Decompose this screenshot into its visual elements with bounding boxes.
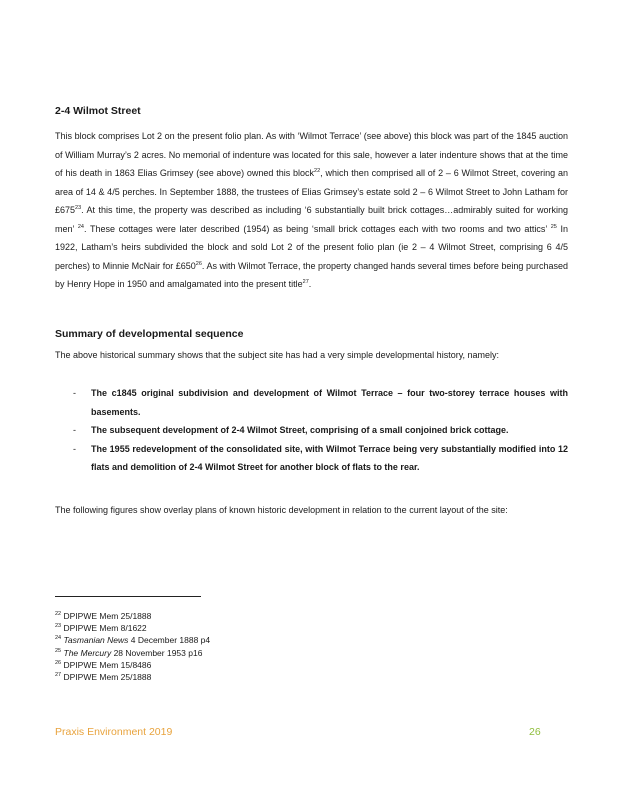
footnote-text: DPIPWE Mem 25/1888 <box>63 672 152 683</box>
footnote-number: 26 <box>55 659 62 666</box>
footnote <box>55 659 355 671</box>
section-heading: 2-4 Wilmot Street <box>55 105 141 117</box>
page-number: 26 <box>529 726 541 738</box>
bullet-marker: - <box>73 425 76 435</box>
summary-intro <box>55 346 568 365</box>
wilmot-street-paragraph <box>55 127 568 294</box>
footnote-text: 28 November 1953 p16 <box>111 647 203 658</box>
footnote <box>55 622 355 634</box>
section-wilmot-street <box>55 104 568 118</box>
footnotes <box>55 610 355 683</box>
footnote-number: 25 <box>55 647 62 654</box>
footnote <box>55 610 355 622</box>
summary-bullets <box>55 384 568 477</box>
footer-publisher: Praxis Environment 2019 <box>55 726 173 738</box>
footnote <box>55 634 355 646</box>
footnote-divider <box>55 596 201 597</box>
paragraph-text: . <box>308 279 312 289</box>
paragraph-text: This block comprises Lot 2 on the present folio plan. As with ‘Wilmot Terrace’ (see above) this block was part of the 1845 auction of William Murray’s 2 acres. No memorial of indenture was located for this sale, however a later indenture shows that at the time of his death in 1863 Elias Grimsey (see above) owned this block <box>55 131 568 178</box>
footnote-text: DPIPWE Mem 25/1888 <box>63 611 152 621</box>
bullet-item <box>55 384 568 421</box>
bullet-marker: - <box>73 388 76 398</box>
closing-paragraph <box>55 501 568 520</box>
footnote-ref[interactable]: 23 <box>75 205 82 211</box>
paragraph-text: . As with Wilmot Terrace, the property changed hands several times before being purchased by Henry Hope in 1950 and amalgamated into the present title <box>55 260 568 289</box>
bullet-item <box>55 440 568 477</box>
paragraph-text: . These cottages were later described (1954) as being ‘small brick cottages each with two rooms and two attics’ <box>83 223 551 234</box>
section-body <box>55 127 568 294</box>
footnote-text: DPIPWE Mem 15/8486 <box>63 659 152 670</box>
bullet-list <box>55 384 568 477</box>
footnote <box>55 647 355 659</box>
paragraph-text: In 1922, Latham’s heirs subdivided the block and sold Lot 2 of the present folio plan (ie 2 – 4 Wilmot Street, comprising 6 4/5 perches) to Minnie McNair for £650 <box>55 223 568 271</box>
footnote-number: 23 <box>55 623 62 630</box>
bullet-text: The 1955 redevelopment of the consolidated site, with Wilmot Terrace being very substantially modified into 12 flats and demolition of 2-4 Wilmot Street for another block of flats to the rear. <box>91 443 568 472</box>
footnote-ref[interactable]: 27 <box>302 279 309 285</box>
paragraph-text: . At this time, the property was described as including ‘6 substantially built brick cottages…admirably suited for working men’ <box>55 205 568 234</box>
footnote-text: 4 December 1888 p4 <box>128 635 211 646</box>
bullet-text: The c1845 original subdivision and development of Wilmot Terrace – four two-storey terrace houses with basements. <box>91 388 568 417</box>
footnote-number: 27 <box>55 672 62 679</box>
section-heading: Summary of developmental sequence <box>55 328 244 340</box>
footnote-ref[interactable]: 26 <box>195 260 202 267</box>
closing-text: The following figures show overlay plans of known historic development in relation to the current layout of the site: <box>55 505 508 515</box>
footnote-source-title: Tasmanian News <box>63 635 129 646</box>
footnote-number: 22 <box>55 611 62 617</box>
footnote-number: 24 <box>55 635 62 642</box>
footnote-source-title: The Mercury <box>63 647 112 658</box>
footnote-text: DPIPWE Mem 8/1622 <box>63 623 147 634</box>
footnote-ref[interactable]: 24 <box>77 223 84 230</box>
bullet-item <box>55 421 568 440</box>
footnote <box>55 671 355 683</box>
bullet-marker: - <box>73 443 76 454</box>
footnote-ref[interactable]: 25 <box>550 223 557 230</box>
section-summary <box>55 327 568 341</box>
bullet-text: The subsequent development of 2-4 Wilmot Street, comprising of a small conjoined brick cottage. <box>91 425 509 435</box>
paragraph-text: , which then comprised all of 2 – 6 Wilmot Street, covering an area of 14 & 4/5 perches. In September 1888, the trustees of Elias Grimsey’s estate sold 2 – 6 Wilmot Street to John Latham for £675 <box>55 168 568 215</box>
summary-intro-text: The above historical summary shows that the subject site has had a very simple developmental history, namely: <box>55 350 500 360</box>
footnote-ref[interactable]: 22 <box>314 168 321 174</box>
